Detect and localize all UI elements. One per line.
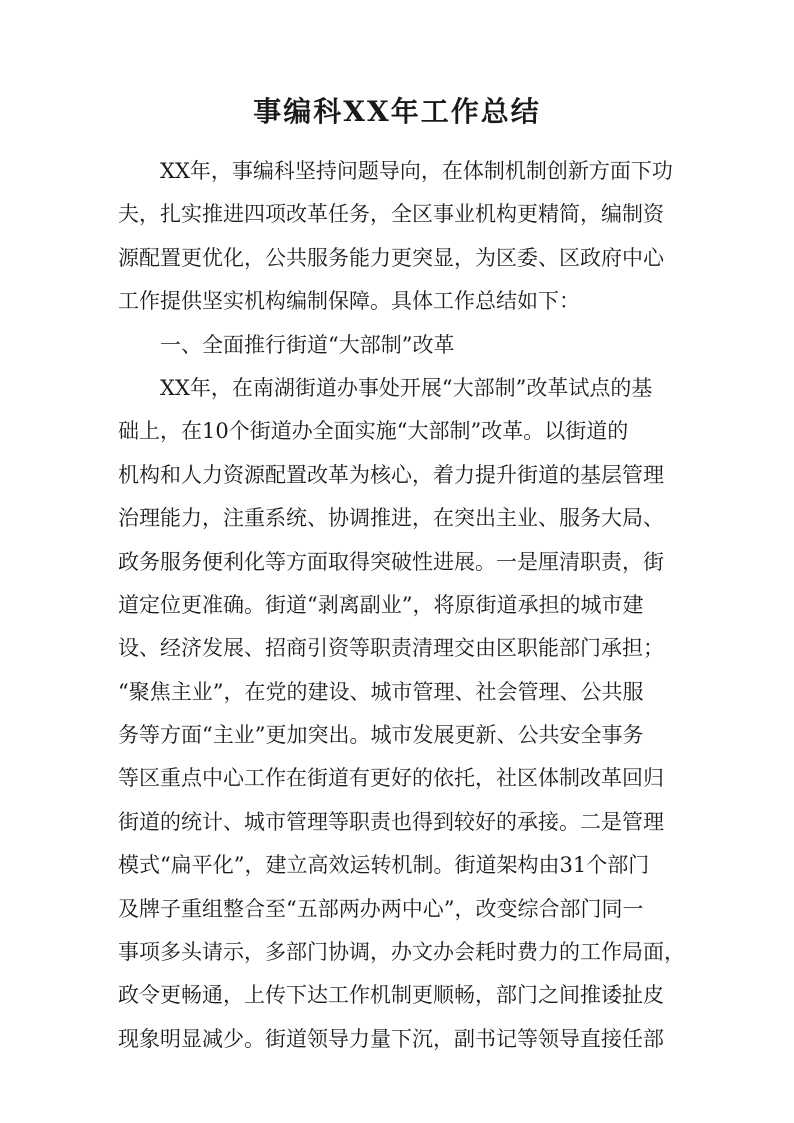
body-line: “聚焦主业”，在党的建设、城市管理、社会管理、公共服: [118, 679, 644, 704]
body-line: 源配置更优化，公共服务能力更突显，为区委、区政府中心: [118, 245, 664, 270]
body-line: 道定位更准确。街道“剥离副业”，将原街道承担的城市建: [118, 592, 644, 617]
body-line: 等区重点中心工作在街道有更好的依托，社区体制改革回归: [118, 766, 664, 791]
body-line: XX年，事编科坚持问题导向，在体制机制创新方面下功: [160, 159, 673, 183]
body-line: 政务服务便利化等方面取得突破性进展。一是厘清职责，街: [118, 549, 664, 574]
body-line: 政令更畅通，上传下达工作机制更顺畅，部门之间推诿扯皮: [118, 983, 664, 1008]
body-line: 一、全面推行街道“大部制”改革: [160, 332, 455, 357]
body-line: XX年，在南湖街道办事处开展“大部制”改革试点的基: [160, 375, 653, 400]
body-line: 础上，在10个街道办全面实施“大部制”改革。以街道的: [118, 419, 629, 444]
body-line: 及牌子重组整合至“五部两办两中心”，改变综合部门同一: [118, 896, 644, 921]
body-line: 设、经济发展、招商引资等职责清理交由区职能部门承担；: [118, 636, 664, 661]
body-line: 夫，扎实推进四项改革任务，全区事业机构更精简，编制资: [118, 202, 664, 227]
body-line: 事项多头请示，多部门协调，办文办会耗时费力的工作局面，: [118, 940, 685, 965]
body-line: 治理能力，注重系统、协调推进，在突出主业、服务大局、: [118, 506, 664, 531]
document-title: 事编科XX年工作总结: [253, 95, 541, 128]
body-line: 工作提供坚实机构编制保障。具体工作总结如下：: [118, 289, 580, 314]
document-body: [118, 150, 688, 1061]
body-line: 务等方面“主业”更加突出。城市发展更新、公共安全事务: [118, 723, 644, 748]
body-line: 现象明显减少。街道领导力量下沉，副书记等领导直接任部: [118, 1026, 664, 1051]
body-line: 街道的统计、城市管理等职责也得到较好的承接。二是管理: [118, 809, 664, 834]
body-line: 机构和人力资源配置改革为核心，着力提升街道的基层管理: [118, 462, 664, 487]
body-line: 模式“扁平化”，建立高效运转机制。街道架构由31个部门: [118, 853, 650, 878]
